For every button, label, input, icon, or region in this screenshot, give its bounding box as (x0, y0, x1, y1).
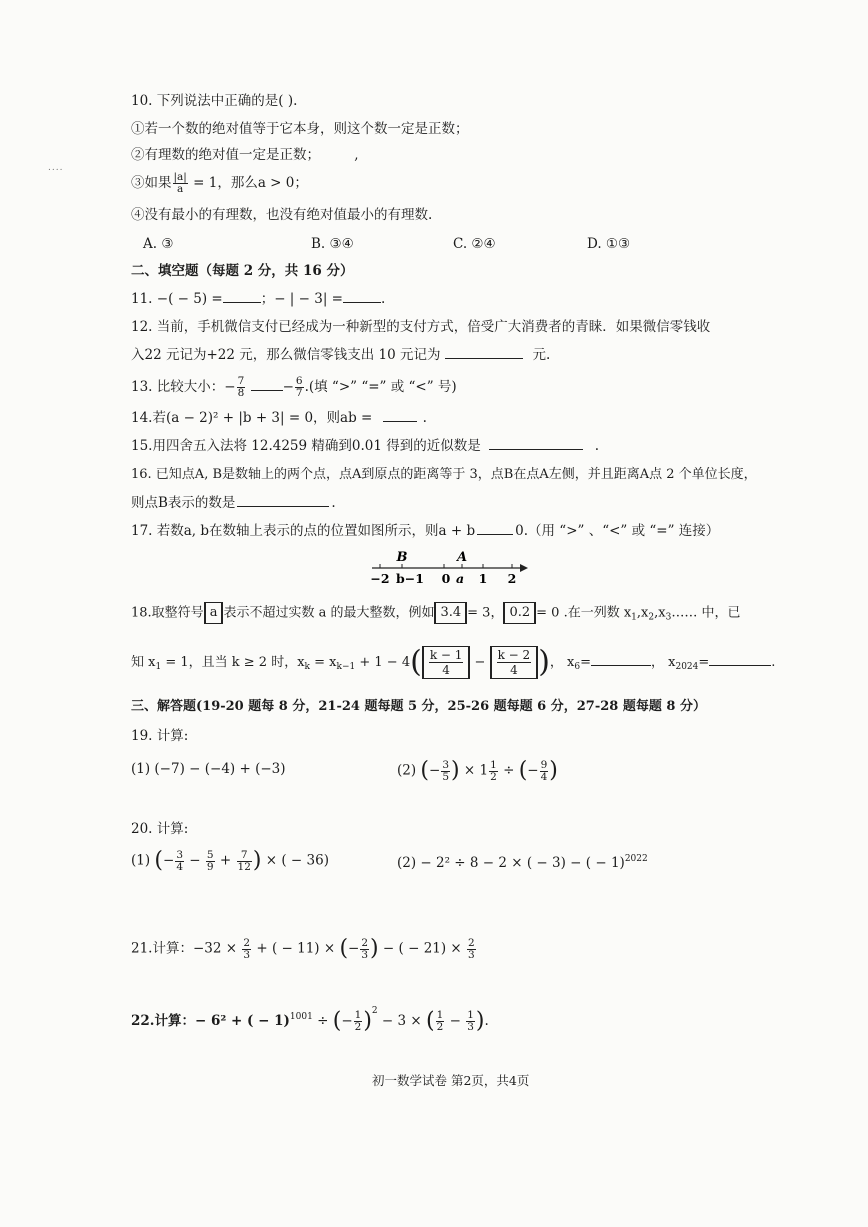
q22-fa-num: 1 (354, 1009, 362, 1021)
q18-fa-den: 4 (442, 663, 450, 677)
q13-fraction-1 (237, 376, 246, 399)
margin-mark: .... (48, 163, 64, 173)
q19-p2-div: ÷ (498, 762, 519, 779)
q10-s3-den: a (177, 183, 184, 195)
q11-part-a: 11. −( − 5) = (131, 291, 223, 307)
q18-line2: 知 $x_1 = 1$，且当 k ≥ 2 时，$x_k = x_{k-1} + 1 - 4$( $\frac{k - 1}{4}$ − $\frac{k - 2}{4}$ )， $x_6=$ ， $x_{2024}=$ . (131, 644, 776, 680)
q19-fb-den: 4 (540, 770, 548, 783)
q10-s3-post: = 1，那么a > 0； (188, 175, 308, 191)
q17-blank (477, 522, 513, 535)
q18-x-subs: 1 (631, 612, 637, 623)
q21-pre: 21.计算：−32 × (131, 940, 242, 957)
q18-fa-num: k − 1 (429, 648, 463, 662)
q22-fc-num: 1 (467, 1009, 474, 1021)
q18-formula-eq: = x (310, 655, 337, 670)
label-neg2: −2 (370, 571, 390, 586)
q19-mix-num: 1 (490, 758, 497, 771)
q19-p2-pre: (2) (397, 762, 421, 779)
section2-title: 二、填空题（每题 2 分，共 16 分） (131, 263, 354, 279)
q20-p2-exponent: 2022 (624, 854, 648, 864)
q18-line1-mid: 表示不超过实数 a 的最大整数，例如 (223, 605, 435, 621)
q20-title: 20. 计算: (131, 821, 189, 837)
q10-statement-3 (131, 172, 308, 195)
q18-end: . (771, 655, 776, 670)
q10-s3-num: |a| (173, 171, 187, 183)
q22: 22.计算：− 6² + ( − 1)$^{1001}$ ÷ (− $\frac{1}{2}$ )$^2$ − 3 × ( $\frac{1}{2}$ − $\frac{1}{3}$ ). (131, 1006, 489, 1034)
q18-x6-label: ， x (549, 655, 575, 670)
q13-mid: − (282, 379, 294, 395)
q18-x6-eq: = (580, 655, 592, 670)
q22-div: ÷ (312, 1013, 333, 1029)
q10-statement-2-text: ②有理数的绝对值一定是正数； (131, 147, 320, 163)
q11-blank-2 (343, 290, 381, 303)
q11 (131, 290, 385, 308)
q19-part-1: (1) (−7) − (−4) + (−3) (131, 761, 286, 777)
q13-pre: 13. 比较大小：− (131, 379, 236, 395)
q18-x2024-eq: = (698, 655, 710, 670)
q13-f2-num: 6 (295, 375, 303, 387)
q18-formula-lhs: x (297, 655, 305, 670)
q20-fb-num: 5 (206, 848, 214, 861)
q22-mid: − 3 × (377, 1013, 427, 1029)
q19-fb-num: 9 (540, 758, 548, 771)
q17-end: 0.（用 “>” 、“<” 或 “=” 连接） (515, 523, 720, 539)
q14-text: 14.若(a − 2)² + |b + 3| = 0，则ab = (131, 410, 377, 426)
q19-fa-num: 3 (442, 758, 450, 771)
q10-option-d: D. ①③ (587, 236, 631, 252)
q19-p2-mid: × 1 (459, 762, 489, 779)
q20-part-2 (397, 850, 648, 872)
q22-fc-den: 3 (467, 1021, 474, 1033)
q21-fc-den: 3 (468, 948, 475, 961)
q10-statement-1: ①若一个数的绝对值等于它本身，则这个数一定是正数； (131, 121, 469, 137)
q18-example-1: 3.4 (434, 602, 467, 624)
q22-fraction-a (354, 1010, 363, 1033)
q13-f1-num: 7 (237, 375, 245, 387)
q18-example-2: 0.2 (503, 602, 536, 624)
q22-pre: 22.计算：− 6² + ( − 1) (131, 1013, 290, 1029)
q10-statement-4: ④没有最小的有理数，也没有绝对值最小的有理数. (131, 207, 433, 223)
q18-fb-den: 4 (510, 663, 518, 677)
q20-fb-den: 9 (206, 860, 214, 873)
q21-fb-num: 2 (361, 936, 369, 949)
q20-fc-num: 7 (237, 850, 252, 862)
q21-fc-num: 2 (468, 936, 475, 949)
q13-blank (251, 378, 283, 391)
q21-fb-den: 3 (361, 948, 369, 961)
q15-text: 15.用四舍五入法将 12.4259 精确到0.01 得到的近似数是 (131, 438, 481, 454)
q21-mid2: − ( − 21) × (378, 940, 467, 957)
q13-f2-den: 7 (295, 387, 303, 399)
q17-text: 17. 若数a, b在数轴上表示的点的位置如图所示，则a + b (131, 523, 476, 539)
q18-formula-sub: k−1 (336, 662, 356, 672)
page-footer: 初一数学试卷 第2页，共4页 (372, 1073, 530, 1088)
label-1: 1 (478, 571, 488, 586)
q10-s3-pre: ③如果 (131, 175, 172, 191)
number-line-figure (366, 548, 536, 588)
q13-post: .(填 “>” “=” 或 “<” 号) (304, 379, 457, 395)
q15-end: . (594, 438, 600, 454)
q17 (131, 522, 719, 540)
q20-fa-den: 4 (176, 860, 184, 873)
q15 (131, 437, 599, 455)
q18-fraction-b (497, 648, 532, 677)
q13-f1-den: 8 (237, 387, 245, 399)
q22-end: . (484, 1013, 489, 1029)
q18-blank-x6 (591, 653, 651, 666)
q18-x1-sub: 1 (155, 662, 162, 672)
q18-floor-a (422, 646, 471, 679)
q20-p1-post: × ( − 36) (261, 852, 329, 869)
q20-fraction-b (206, 850, 215, 873)
q18-blank-x2024 (709, 653, 771, 666)
q18-outer-left-bracket: ( (410, 644, 422, 680)
q20-fraction-a (175, 850, 184, 873)
q12-blank (445, 346, 523, 359)
q10-s3-fraction (173, 172, 188, 195)
q12-line2-text: 入22 元记为+22 元，那么微信零钱支出 10 元记为 (131, 347, 441, 363)
q18-x2024-label: ， x (651, 655, 676, 670)
q12-line2 (131, 346, 550, 364)
q18-line1-tail: …… 中，已 (671, 605, 741, 621)
q21-fraction-b (360, 938, 369, 961)
q18-floor-b (490, 646, 539, 679)
q18-fraction-a (429, 648, 464, 677)
q18-formula-k: k (304, 662, 311, 672)
q20-p1-pre: (1) (131, 852, 155, 869)
q18-formula-plus: + 1 − 4 (355, 655, 411, 670)
q10-option-c: C. ②④ (453, 236, 496, 252)
label-0: 0 (441, 571, 451, 586)
label-point-a: A (456, 550, 468, 565)
q18-fb-num: k − 2 (497, 648, 531, 662)
number-line-arrow (520, 564, 528, 572)
q19-title: 19. 计算: (131, 728, 189, 744)
q21-fa-num: 2 (243, 936, 251, 949)
q19-mix-den: 2 (490, 770, 497, 783)
q21-mid: + ( − 11) × (252, 940, 340, 957)
q20-fraction-c (237, 850, 252, 873)
q16-end: . (331, 495, 336, 511)
q22-fa-den: 2 (354, 1021, 362, 1033)
q19-mixed-fraction (489, 760, 498, 783)
q18-line1-pre: 18.取整符号 (131, 605, 204, 621)
q18-line1: 18.取整符号 a 表示不超过实数 a 的最大整数，例如 3.4 = 3， 0.2 = 0 .在一列数 $x_1,x_2,x_3\dots\dots$ 中，已 (131, 602, 740, 627)
q21-fraction-c (467, 938, 476, 961)
q11-part-c: . (381, 291, 386, 307)
q19-fraction-a (441, 760, 450, 783)
q14-blank (383, 409, 417, 422)
q22-square: 2 (371, 1006, 378, 1016)
q20-fa-num: 3 (176, 848, 184, 861)
q11-blank-1 (223, 290, 261, 303)
label-a: a (455, 571, 465, 586)
label-b-minus-1: b−1 (396, 571, 424, 586)
q21-fraction-a (242, 938, 251, 961)
q18-x6-sub: 6 (574, 662, 581, 672)
q19-fraction-b (540, 760, 549, 783)
q12-line1: 12. 当前，手机微信支付已经成为一种新型的支付方式，倍受广大消费者的青睐．如果微信零钱收 (131, 319, 711, 335)
q16-line2-text: 则点B表示的数是 (131, 495, 236, 511)
q14-end: . (422, 410, 427, 426)
q13-fraction-2 (295, 376, 304, 399)
q14 (131, 409, 427, 427)
q16-line2 (131, 494, 336, 512)
q21-fa-den: 3 (243, 948, 251, 961)
q18-example-1-result: = 3， (467, 605, 504, 621)
q12-line2-unit: 元. (532, 347, 551, 363)
q10-statement-2-mark: , (354, 147, 359, 163)
q18-floor-symbol: a (204, 602, 224, 624)
q22-fb-num: 1 (436, 1009, 444, 1021)
q20-part-1: (1) (− $\frac{3}{4}$ − $\frac{5}{9}$ + $\frac{7}{12}$ ) × ( − 36) (131, 848, 329, 873)
q22-fb-den: 2 (436, 1021, 444, 1033)
section3-title: 三、解答题(19-20 题每 8 分，21-24 题每题 5 分，25-26 题每题 6 分，27-28 题每题 8 分） (131, 699, 706, 714)
label-2: 2 (507, 571, 517, 586)
q18-outer-right-bracket: ) (538, 644, 550, 680)
q11-part-b: ；− | − 3| = (260, 291, 343, 307)
q20-p2-text: (2) − 2² ÷ 8 − 2 × ( − 3) − ( − 1) (397, 855, 625, 871)
q19-part-2: (2) (− $\frac{3}{5}$ ) × 1 $\frac{1}{2}$ ÷ (− $\frac{9}{4}$ ) (397, 758, 558, 783)
q21: 21.计算：−32 × $\frac{2}{3}$ + ( − 11) × (− $\frac{2}{3}$ ) − ( − 21) × $\frac{2}{3}$ (131, 936, 475, 961)
q20-fc-den: 12 (237, 860, 251, 873)
q18-x2024-sub: 2024 (675, 662, 699, 672)
q16-line1: 16. 已知点A, B是数轴上的两个点，点A到原点的距离等于 3，点B在点A左侧，并且距离A点 2 个单位长度， (131, 467, 757, 482)
q16-blank (237, 494, 329, 507)
label-point-b: B (396, 550, 408, 565)
q18-line2-mid: = 1，且当 k ≥ 2 时， (161, 655, 298, 670)
q10-option-a: A. ③ (143, 236, 174, 252)
q13 (131, 376, 457, 399)
q10-option-b: B. ③④ (311, 236, 354, 252)
q10-stem: 10. 下列说法中正确的是( ). (131, 93, 298, 109)
q22-fraction-c (466, 1010, 475, 1033)
q18-example-2-result: = 0 .在一列数 x (536, 605, 632, 621)
q10-statement-2 (131, 146, 359, 164)
q22-fraction-b (436, 1010, 445, 1033)
q18-line2-pre: 知 x (131, 655, 156, 670)
q19-fa-den: 5 (442, 770, 450, 783)
q22-exponent: 1001 (289, 1012, 313, 1022)
q15-blank (489, 437, 583, 450)
